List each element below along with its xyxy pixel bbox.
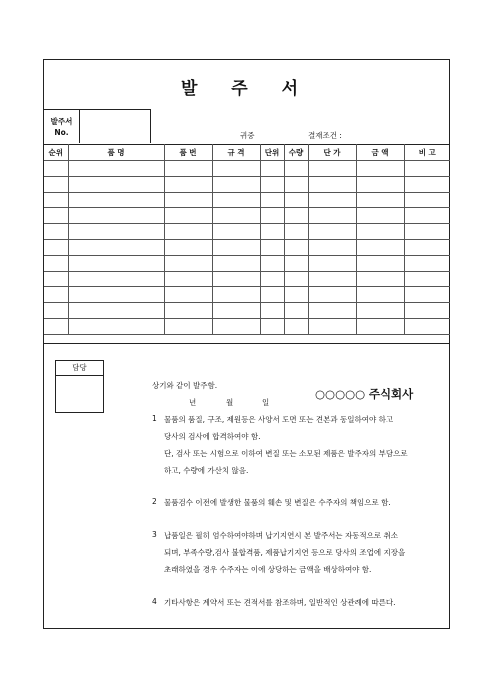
table-cell[interactable] [284, 176, 308, 192]
table-header-cell: 금 액 [356, 145, 404, 161]
table-cell[interactable] [44, 192, 68, 208]
term-number: 4 [152, 597, 157, 606]
table-cell[interactable] [404, 192, 450, 208]
table-cell[interactable] [404, 271, 450, 287]
table-cell[interactable] [284, 161, 308, 177]
table-cell[interactable] [44, 239, 68, 255]
term-line: 물품의 품질, 구조, 제원등은 사양서 도면 또는 견본과 동일하여야 하고 [164, 415, 394, 424]
table-cell[interactable] [164, 287, 212, 303]
table-cell[interactable] [212, 176, 260, 192]
term-number: 1 [152, 414, 157, 423]
table-cell[interactable] [404, 176, 450, 192]
table-cell[interactable] [164, 208, 212, 224]
table-row [44, 271, 450, 287]
table-cell[interactable] [212, 208, 260, 224]
table-header-cell: 비 고 [404, 145, 450, 161]
table-cell[interactable] [260, 303, 284, 319]
table-cell[interactable] [44, 287, 68, 303]
company-suffix: 주식회사 [368, 387, 414, 401]
table-cell[interactable] [212, 239, 260, 255]
table-cell[interactable] [284, 239, 308, 255]
table-cell[interactable] [308, 303, 356, 319]
table-cell[interactable] [212, 287, 260, 303]
table-cell[interactable] [68, 192, 164, 208]
table-cell[interactable] [284, 255, 308, 271]
table-cell[interactable] [404, 255, 450, 271]
table-cell[interactable] [308, 161, 356, 177]
intro-text: 상기와 같이 발주함. [152, 381, 218, 390]
table-cell[interactable] [164, 176, 212, 192]
company-placeholder: ○○○○○ [315, 387, 366, 401]
term-line: 납품일은 필히 엄수하여야하며 납기지연시 본 발주서는 자동적으로 취소 [164, 531, 399, 540]
table-cell[interactable] [260, 239, 284, 255]
document-title: 발 주 서 [180, 79, 313, 99]
table-cell[interactable] [212, 271, 260, 287]
table-cell[interactable] [68, 318, 164, 334]
table-cell[interactable] [404, 303, 450, 319]
table-cell[interactable] [284, 224, 308, 240]
manager-label: 담당 [56, 361, 103, 376]
table-cell[interactable] [260, 161, 284, 177]
table-cell[interactable] [260, 224, 284, 240]
term-line: 물품검수 이전에 발생한 물품의 훼손 및 변질은 수주자의 책임으로 함. [164, 498, 391, 507]
table-cell[interactable] [68, 224, 164, 240]
table-cell[interactable] [356, 255, 404, 271]
table-cell[interactable] [164, 303, 212, 319]
table-cell[interactable] [284, 303, 308, 319]
term-line: 단, 검사 또는 시험으로 이하여 변질 또는 소모된 제품은 발주자의 부담으로 [164, 449, 408, 458]
table-row [44, 287, 450, 303]
term-line: 되며, 부족수량,검사 불합격품, 제품납기지연 등으로 당사의 조업에 지장을 [164, 548, 406, 557]
table-cell[interactable] [44, 255, 68, 271]
table-cell[interactable] [212, 303, 260, 319]
table-cell[interactable] [68, 255, 164, 271]
table-cell[interactable] [284, 192, 308, 208]
recipient-label: 귀중 [240, 131, 255, 140]
term-line: 초래하였을 경우 수주자는 이에 상당하는 금액을 배상하여야 함. [164, 565, 372, 574]
table-header-cell: 수량 [284, 145, 308, 161]
table-cell[interactable] [164, 224, 212, 240]
table-header-row [44, 145, 450, 161]
table-cell[interactable] [260, 255, 284, 271]
table-header-cell: 단위 [260, 145, 284, 161]
table-row [44, 255, 450, 271]
table-cell[interactable] [260, 192, 284, 208]
table-header-cell: 품 번 [164, 145, 212, 161]
table-cell[interactable] [212, 192, 260, 208]
table-cell[interactable] [68, 303, 164, 319]
date-day-label: 일 [262, 398, 270, 407]
table-cell[interactable] [68, 176, 164, 192]
table-cell[interactable] [44, 208, 68, 224]
table-row [44, 176, 450, 192]
table-cell[interactable] [308, 255, 356, 271]
table-cell[interactable] [44, 303, 68, 319]
table-cell[interactable] [356, 271, 404, 287]
section-divider [44, 343, 449, 344]
table-cell[interactable] [356, 208, 404, 224]
table-cell[interactable] [356, 161, 404, 177]
table-cell[interactable] [44, 271, 68, 287]
company-name [315, 386, 413, 402]
table-row [44, 224, 450, 240]
table-cell[interactable] [212, 318, 260, 334]
order-form [43, 59, 450, 629]
table-cell[interactable] [68, 271, 164, 287]
table-cell[interactable] [356, 224, 404, 240]
table-cell[interactable] [164, 318, 212, 334]
table-body [44, 161, 450, 335]
order-number-box [44, 109, 151, 143]
table-cell[interactable] [164, 192, 212, 208]
term-line: 하고, 수량에 가산치 않음. [164, 466, 249, 475]
table-cell[interactable] [404, 287, 450, 303]
order-number-label [44, 110, 80, 143]
table-cell[interactable] [356, 192, 404, 208]
manager-box [55, 360, 104, 413]
table-cell[interactable] [404, 208, 450, 224]
table-cell[interactable] [44, 224, 68, 240]
table-cell[interactable] [44, 318, 68, 334]
table-cell[interactable] [284, 271, 308, 287]
table-cell[interactable] [356, 318, 404, 334]
term-line: 기타사항은 계약서 또는 견적서를 참조하며, 일반적인 상관례에 따른다. [164, 598, 396, 607]
table-cell[interactable] [308, 176, 356, 192]
table-cell[interactable] [260, 287, 284, 303]
table-cell[interactable] [308, 271, 356, 287]
table-cell[interactable] [212, 224, 260, 240]
table-cell[interactable] [260, 318, 284, 334]
order-number-label-line2: No. [54, 127, 69, 137]
table-cell[interactable] [68, 287, 164, 303]
table-cell[interactable] [164, 255, 212, 271]
table-row [44, 161, 450, 177]
table-cell[interactable] [284, 318, 308, 334]
table-row [44, 208, 450, 224]
term-number: 2 [152, 497, 157, 506]
date-month-label: 월 [226, 398, 234, 407]
table-cell[interactable] [404, 161, 450, 177]
term-number: 3 [152, 530, 157, 539]
table-cell[interactable] [356, 176, 404, 192]
table-cell[interactable] [356, 239, 404, 255]
table-cell[interactable] [308, 318, 356, 334]
table-cell[interactable] [284, 287, 308, 303]
table-header-cell: 품 명 [68, 145, 164, 161]
table-header-cell: 단 가 [308, 145, 356, 161]
term-line: 당사의 검사에 합격하여야 함. [164, 432, 261, 441]
table-cell[interactable] [404, 224, 450, 240]
table-cell[interactable] [404, 318, 450, 334]
table-cell[interactable] [164, 161, 212, 177]
date-year-label: 년 [189, 398, 197, 407]
table-cell[interactable] [284, 208, 308, 224]
table-cell[interactable] [164, 239, 212, 255]
table-row [44, 303, 450, 319]
table-cell[interactable] [308, 239, 356, 255]
table-cell[interactable] [260, 271, 284, 287]
table-cell[interactable] [308, 208, 356, 224]
table-cell[interactable] [356, 303, 404, 319]
table-cell[interactable] [260, 176, 284, 192]
table-cell[interactable] [212, 161, 260, 177]
table-cell[interactable] [68, 239, 164, 255]
table-row [44, 239, 450, 255]
table-cell[interactable] [260, 208, 284, 224]
table-cell[interactable] [68, 161, 164, 177]
table-cell[interactable] [308, 287, 356, 303]
table-cell[interactable] [356, 287, 404, 303]
table-row [44, 318, 450, 334]
table-cell[interactable] [164, 271, 212, 287]
items-table [44, 144, 450, 335]
table-cell[interactable] [404, 239, 450, 255]
table-cell[interactable] [212, 255, 260, 271]
table-header-cell: 순위 [44, 145, 68, 161]
table-cell[interactable] [44, 176, 68, 192]
table-cell[interactable] [308, 192, 356, 208]
table-header-cell: 규 격 [212, 145, 260, 161]
table-row [44, 192, 450, 208]
table-cell[interactable] [44, 161, 68, 177]
table-cell[interactable] [308, 224, 356, 240]
table-cell[interactable] [68, 208, 164, 224]
payment-terms-label: 결재조건 : [308, 131, 342, 140]
order-number-label-line1: 발주서 [50, 116, 73, 126]
